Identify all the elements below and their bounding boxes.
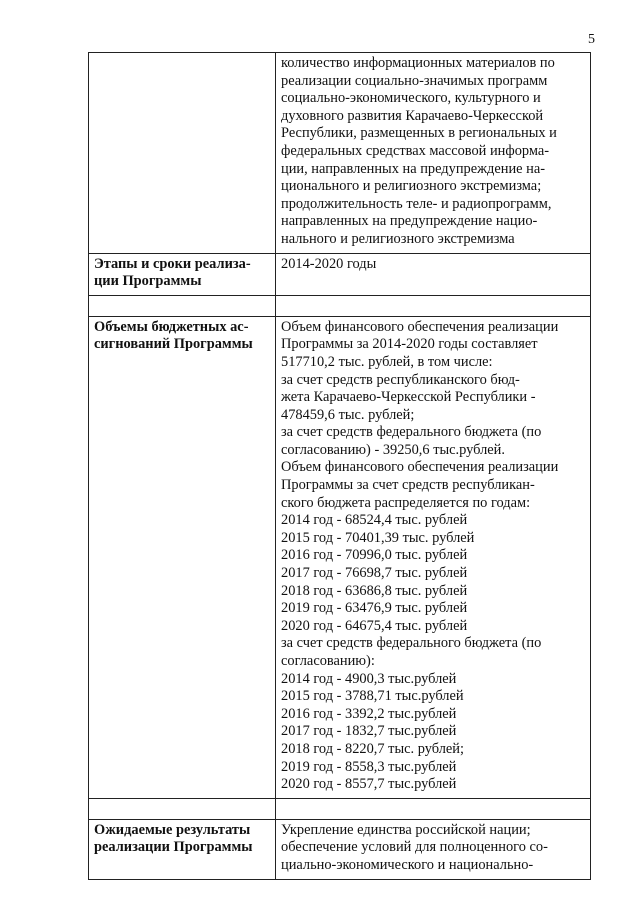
- value-line: 2014 год - 68524,4 тыс. рублей: [281, 512, 468, 529]
- value-line: 2020 год - 64675,4 тыс. рублей: [281, 617, 468, 634]
- value-line: 2015 год - 70401,39 тыс. рублей: [281, 529, 475, 546]
- row-value: [276, 253, 591, 295]
- value-line: 2019 год - 8558,3 тыс.рублей: [281, 758, 457, 775]
- value-line: 2018 год - 63686,8 тыс. рублей: [281, 582, 468, 599]
- value-line: нального и религиозного экстремизма: [281, 230, 515, 247]
- row-value: [276, 53, 591, 254]
- value-line: согласованию):: [281, 653, 375, 669]
- row-label: Объемы бюджетных ас-сигнований Программы: [89, 316, 276, 798]
- value-line: 2016 год - 70996,0 тыс. рублей: [281, 547, 468, 564]
- row-value: [276, 819, 591, 879]
- table-row: [89, 53, 591, 254]
- value-line: 2018 год - 8220,7 тыс. рублей;: [281, 740, 464, 757]
- value-line: ского бюджета распределяется по годам:: [281, 494, 531, 511]
- value-line: Программы за 2014-2020 годы составляет: [281, 336, 538, 353]
- value-line: федеральных средствах массовой информа-: [281, 142, 550, 159]
- value-line: 478459,6 тыс. рублей;: [281, 406, 415, 423]
- row-label: Ожидаемые результаты реализации Программы: [89, 819, 276, 879]
- value-line: количество информационных материалов по: [281, 55, 555, 71]
- value-line: реализации социально-значимых программ: [281, 72, 548, 89]
- value-line: Республики, размещенных в региональных и: [281, 125, 557, 142]
- value-line: Укрепление единства российской нации;: [281, 821, 531, 838]
- value-line: циально-экономического и национально-: [281, 856, 534, 873]
- table-row: [89, 819, 591, 879]
- value-line: 2015 год - 3788,71 тыс.рублей: [281, 688, 464, 705]
- program-passport-table: [88, 52, 591, 880]
- row-label: [89, 53, 276, 254]
- value-line: 2016 год - 3392,2 тыс.рублей: [281, 705, 457, 722]
- value-line: Объем финансового обеспечения реализации: [281, 459, 559, 476]
- spacer-cell: [89, 295, 276, 316]
- row-spacer: [89, 798, 591, 819]
- value-line: 2020 год - 8557,7 тыс.рублей: [281, 776, 457, 793]
- value-line: 2017 год - 1832,7 тыс.рублей: [281, 723, 457, 740]
- page-number: 5: [588, 32, 595, 47]
- spacer-cell: [89, 798, 276, 819]
- value-line: обеспечение условий для полноценного со-: [281, 839, 548, 856]
- value-line: согласованию) - 39250,6 тыс.рублей.: [281, 441, 505, 458]
- value-line: Объем финансового обеспечения реализации: [281, 318, 559, 335]
- row-value: [276, 316, 591, 798]
- value-line: продолжительность теле- и радиопрограмм,: [281, 195, 552, 212]
- value-line: Программы за счет средств республикан-: [281, 477, 535, 494]
- value-line: жета Карачаево-Черкесской Республики -: [281, 389, 536, 406]
- value-line: 2019 год - 63476,9 тыс. рублей: [281, 600, 468, 617]
- value-line: за счет средств республиканского бюд-: [281, 371, 520, 388]
- spacer-cell: [276, 798, 591, 819]
- value-line: за счет средств федерального бюджета (по: [281, 424, 542, 441]
- row-spacer: [89, 295, 591, 316]
- table-row: [89, 316, 591, 798]
- value-line: 2014 год - 4900,3 тыс.рублей: [281, 670, 457, 687]
- row-label: Этапы и сроки реализа-ции Программы: [89, 253, 276, 295]
- table-row: [89, 253, 591, 295]
- value-line: 2014-2020 годы: [281, 255, 377, 272]
- value-line: духовного развития Карачаево-Черкесской: [281, 107, 544, 124]
- value-line: 2017 год - 76698,7 тыс. рублей: [281, 565, 468, 582]
- value-line: социально-экономического, культурного и: [281, 90, 541, 107]
- value-line: за счет средств федерального бюджета (по: [281, 635, 542, 652]
- value-line: ционального и религиозного экстремизма;: [281, 178, 542, 195]
- value-line: ции, направленных на предупреждение на-: [281, 160, 546, 177]
- spacer-cell: [276, 295, 591, 316]
- value-line: 517710,2 тыс. рублей, в том числе:: [281, 353, 493, 370]
- value-line: направленных на предупреждение нацио-: [281, 213, 538, 230]
